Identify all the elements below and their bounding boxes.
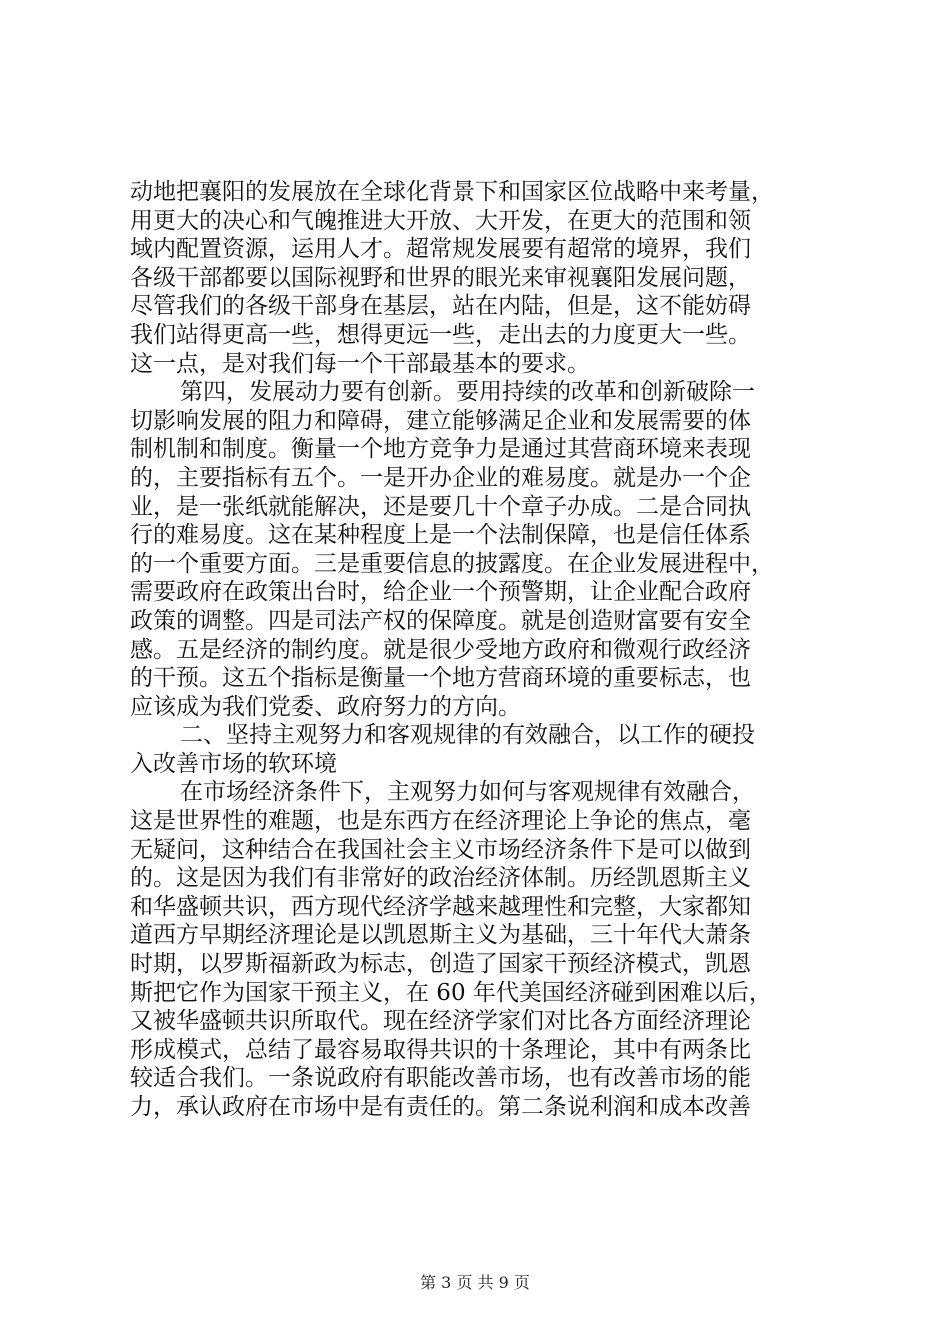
text-line: 较适合我们。一条说政府有职能改善市场，也有改善市场的能 (130, 1065, 751, 1092)
text-line: 用更大的决心和气魄推进大开放、大开发，在更大的范围和领 (130, 207, 751, 234)
text-line: 业，是一张纸就能解决，还是要几十个章子办成。二是合同执 (130, 493, 751, 520)
text-line: 应该成为我们党委、政府努力的方向。 (130, 693, 521, 720)
text-line: 我们站得更高一些，想得更远一些，走出去的力度更大一些。 (130, 321, 751, 348)
text-line: 和华盛顿共识，西方现代经济学越来越理性和完整，大家都知 (130, 893, 751, 920)
page-footer: 第 3 页 共 9 页 (420, 1273, 530, 1292)
text-line: 制机制和制度。衡量一个地方竞争力是通过其营商环境来表现 (130, 436, 751, 463)
text-line: 政策的调整。四是司法产权的保障度。就是创造财富要有安全 (130, 607, 751, 634)
section-heading-line: 入改善市场的软环境 (130, 750, 337, 777)
paragraph-start-line: 第四，发展动力要有创新。要用持续的改革和创新破除一 (180, 379, 755, 406)
text-line: 无疑问，这种结合在我国社会主义市场经济条件下是可以做到 (130, 836, 751, 863)
paragraph-start-line: 在市场经济条件下，主观努力如何与客观规律有效融合， (180, 779, 755, 806)
text-line: 这是世界性的难题，也是东西方在经济理论上争论的焦点，毫 (130, 808, 751, 835)
text-line: 域内配置资源，运用人才。超常规发展要有超常的境界，我们 (130, 236, 751, 263)
text-line: 又被华盛顿共识所取代。现在经济学家们对比各方面经济理论 (130, 1008, 751, 1035)
section-heading-line: 二、坚持主观努力和客观规律的有效融合，以工作的硬投 (180, 722, 755, 749)
text-line: 这一点，是对我们每一个干部最基本的要求。 (130, 350, 590, 377)
text-line: 的。这是因为我们有非常好的政治经济体制。历经凯恩斯主义 (130, 865, 751, 892)
text-line: 斯把它作为国家干预主义，在 60 年代美国经济碰到困难以后， (130, 979, 772, 1006)
text-line: 各级干部都要以国际视野和世界的眼光来审视襄阳发展问题， (130, 264, 751, 291)
text-line: 行的难易度。这在某种程度上是一个法制保障，也是信任体系 (130, 522, 751, 549)
text-line: 的干预。这五个指标是衡量一个地方营商环境的重要标志，也 (130, 665, 751, 692)
text-line: 的一个重要方面。三是重要信息的披露度。在企业发展进程中， (130, 550, 774, 577)
text-line: 动地把襄阳的发展放在全球化背景下和国家区位战略中来考量， (130, 179, 774, 205)
text-line: 尽管我们的各级干部身在基层，站在内陆，但是，这不能妨碍 (130, 293, 751, 320)
text-line: 时期，以罗斯福新政为标志，创造了国家干预经济模式，凯恩 (130, 951, 751, 978)
text-line: 道西方早期经济理论是以凯恩斯主义为基础，三十年代大萧条 (130, 922, 751, 949)
text-line: 的，主要指标有五个。一是开办企业的难易度。就是办一个企 (130, 464, 751, 491)
text-line: 形成模式，总结了最容易取得共识的十条理论，其中有两条比 (130, 1036, 751, 1063)
text-line: 切影响发展的阻力和障碍，建立能够满足企业和发展需要的体 (130, 407, 751, 434)
text-line: 力，承认政府在市场中是有责任的。第二条说利润和成本改善 (130, 1094, 751, 1120)
text-line: 需要政府在政策出台时，给企业一个预警期，让企业配合政府 (130, 579, 751, 606)
document-body (130, 178, 830, 1122)
text-line: 感。五是经济的制约度。就是很少受地方政府和微观行政经济 (130, 636, 751, 663)
